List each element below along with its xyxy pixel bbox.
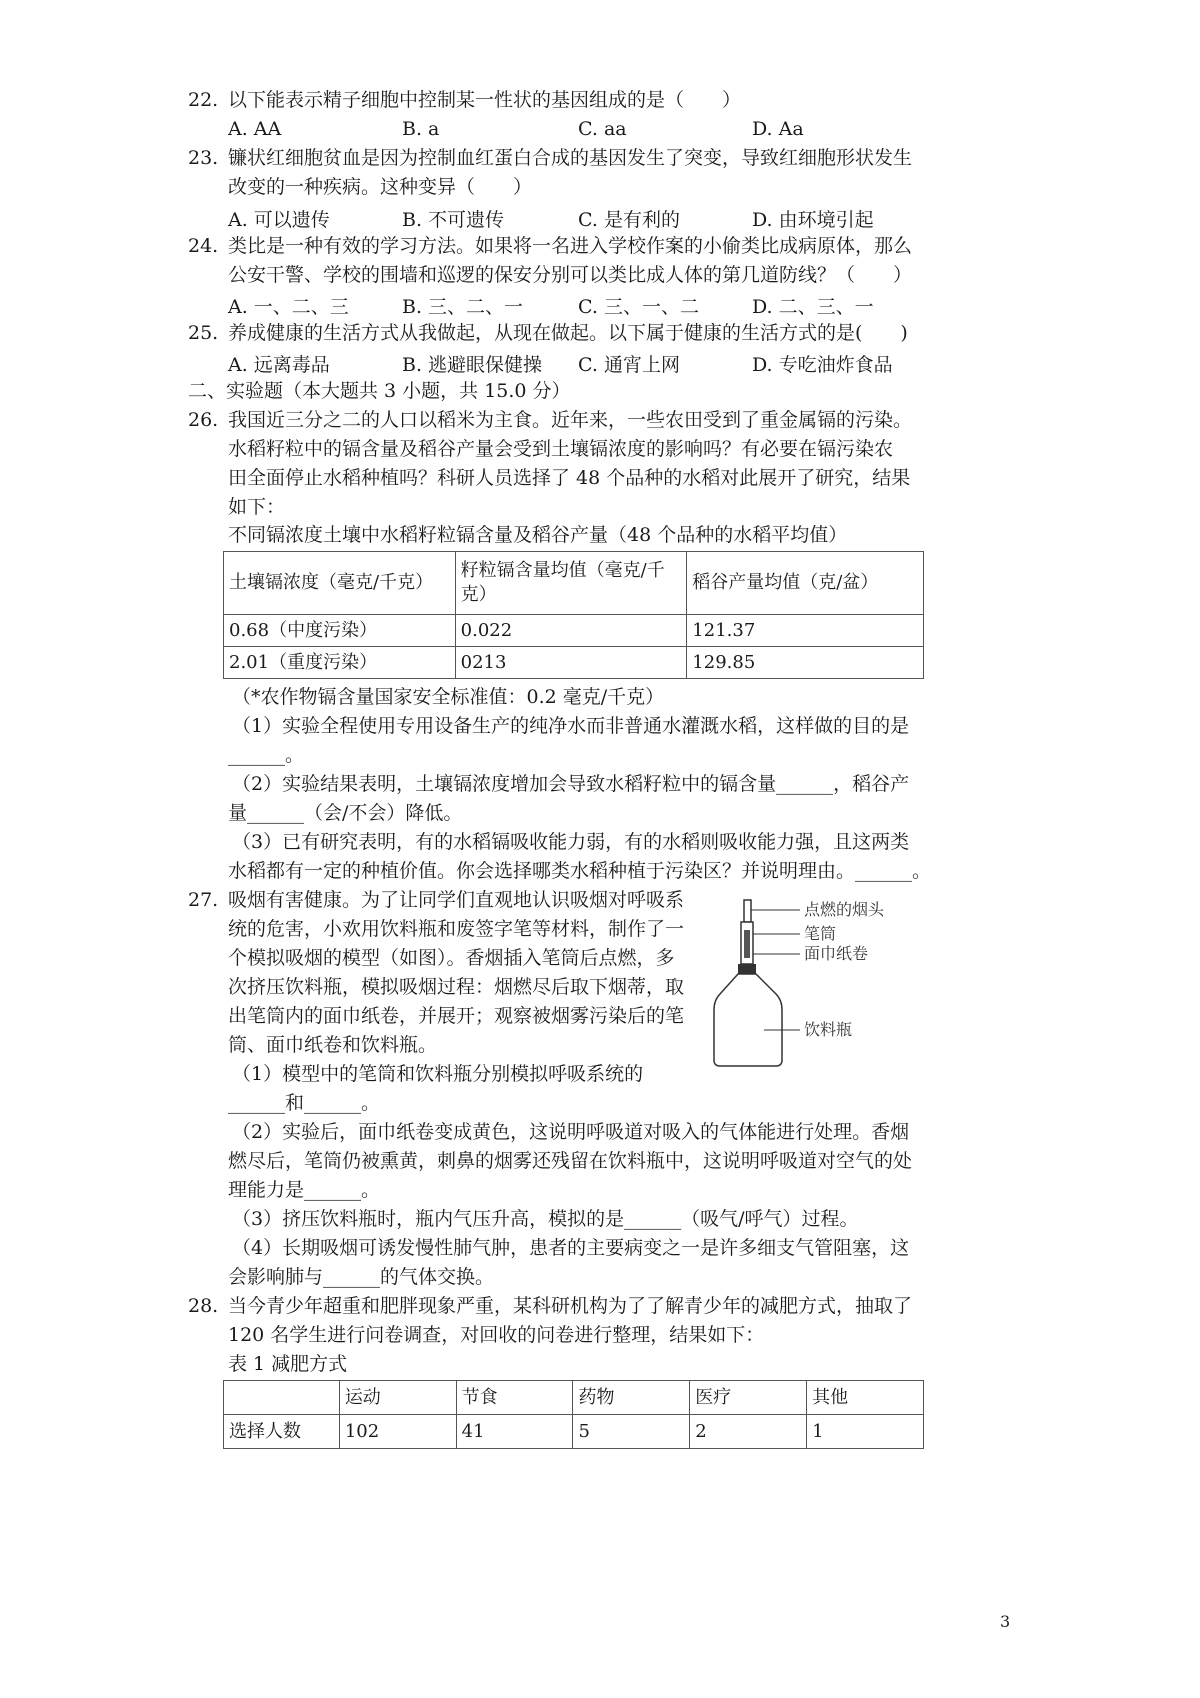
q23-stem-line1: 镰状红细胞贫血是因为控制血红蛋白合成的基因发生了突变，导致红细胞形状发生: [228, 147, 913, 169]
table-cell: 0.68（中度污染）: [224, 615, 456, 647]
q25-option-c: C. 通宵上网: [578, 354, 680, 376]
q26-intro-line2: 水稻籽粒中的镉含量及稻谷产量会受到土壤镉浓度的影响吗？有必要在镉污染农: [228, 438, 894, 460]
q26-sub2-line2: 量______（会/不会）降低。: [228, 802, 463, 824]
q27-intro-line5: 出笔筒内的面巾纸卷，并展开；观察被烟雾污染后的笔: [228, 1005, 685, 1027]
tissue-roll-shape: [744, 930, 750, 958]
q24-stem-line1: 类比是一种有效的学习方法。如果将一名进入学校作案的小偷类比成病原体，那么: [228, 235, 913, 257]
q26-sub3-line1: （3）已有研究表明，有的水稻镉吸收能力弱，有的水稻则吸收能力强，且这两类: [232, 831, 910, 853]
q27-sub4-line2: 会影响肺与______的气体交换。: [228, 1266, 495, 1288]
q24-option-c: C. 三、一、二: [578, 296, 699, 318]
header-cell: [224, 1381, 340, 1415]
q27-intro-line4: 次挤压饮料瓶，模拟吸烟过程：烟燃尽后取下烟蒂，取: [228, 976, 685, 998]
row-label-cell: 选择人数: [224, 1415, 340, 1449]
q28-table-caption: 表 1 减肥方式: [228, 1353, 348, 1375]
smoking-model-figure: [700, 890, 940, 1070]
q22-option-a: A. AA: [228, 118, 282, 140]
header-cell: 籽粒镉含量均值（毫克/千克）: [455, 552, 687, 615]
bottle-cap-shape: [738, 964, 756, 974]
header-cell: 土壤镉浓度（毫克/千克）: [224, 552, 456, 615]
q23-stem-line2: 改变的一种疾病。这种变异（ ）: [228, 176, 533, 198]
table-header-row: [224, 552, 924, 615]
table-row: [224, 615, 924, 647]
q25-option-b: B. 逃避眼保健操: [402, 354, 543, 376]
table-row: [224, 647, 924, 679]
label-lit-cigarette: 点燃的烟头: [804, 900, 885, 919]
table-cell: 2.01（重度污染）: [224, 647, 456, 679]
table-cell: 129.85: [687, 647, 924, 679]
q23-option-d: D. 由环境引起: [752, 209, 874, 231]
table-cell: 0213: [455, 647, 687, 679]
header-cell: 医疗: [690, 1381, 807, 1415]
q22-option-c: C. aa: [578, 118, 627, 140]
table-cell: 41: [456, 1415, 573, 1449]
label-tissue-roll: 面巾纸卷: [804, 944, 869, 963]
q22-stem: 以下能表示精子细胞中控制某一性状的基因组成的是（ ）: [228, 89, 742, 111]
q25-option-d: D. 专吃油炸食品: [752, 354, 893, 376]
q23-option-a: A. 可以遗传: [228, 209, 330, 231]
q24-option-b: B. 三、二、一: [402, 296, 524, 318]
table-header-row: [224, 1381, 924, 1415]
q22-option-d: D. Aa: [752, 118, 804, 140]
q23-option-b: B. 不可遗传: [402, 209, 505, 231]
bottle-shape: [714, 974, 782, 1066]
q26-sub1-line2: ______。: [228, 744, 305, 766]
q27-sub3: （3）挤压饮料瓶时，瓶内气压升高，模拟的是______（吸气/呼气）过程。: [232, 1208, 859, 1230]
q27-intro-line6: 筒、面巾纸卷和饮料瓶。: [228, 1034, 438, 1056]
q26-intro-line3: 田全面停止水稻种植吗？科研人员选择了 48 个品种的水稻对此展开了研究，结果: [228, 467, 911, 489]
q28-number: 28.: [188, 1295, 219, 1317]
q27-intro-line2: 统的危害，小欢用饮料瓶和废签字笔等材料，制作了一: [228, 918, 685, 940]
q25-option-a: A. 远离毒品: [228, 354, 330, 376]
header-cell: 运动: [339, 1381, 456, 1415]
q26-intro-line1: 我国近三分之二的人口以稻米为主食。近年来，一些农田受到了重金属镉的污染。: [228, 409, 913, 431]
q25-stem: 养成健康的生活方式从我做起，从现在做起。以下属于健康的生活方式的是( ): [228, 322, 908, 344]
q27-sub2-line1: （2）实验后，面巾纸卷变成黄色，这说明呼吸道对吸入的气体能进行处理。香烟: [232, 1121, 910, 1143]
table-cell: 102: [339, 1415, 456, 1449]
q26-number: 26.: [188, 409, 219, 431]
q26-intro-line4: 如下：: [228, 496, 286, 518]
q24-number: 24.: [188, 235, 219, 257]
q23-option-c: C. 是有利的: [578, 209, 680, 231]
table-cell: 0.022: [455, 615, 687, 647]
page-number: 3: [1000, 1612, 1011, 1631]
header-cell: 稻谷产量均值（克/盆）: [687, 552, 924, 615]
q26-sub1-line1: （1）实验全程使用专用设备生产的纯净水而非普通水灌溉水稻，这样做的目的是: [232, 715, 910, 737]
q27-intro-line1: 吸烟有害健康。为了让同学们直观地认识吸烟对呼吸系: [228, 889, 685, 911]
q23-number: 23.: [188, 147, 219, 169]
q27-intro-line3: 个模拟吸烟的模型（如图）。香烟插入笔筒后点燃，多: [228, 947, 675, 969]
q28-intro-line1: 当今青少年超重和肥胖现象严重，某科研机构为了了解青少年的减肥方式，抽取了: [228, 1295, 913, 1317]
q26-sub2-line1: （2）实验结果表明，土壤镉浓度增加会导致水稻籽粒中的镉含量______，稻谷产: [232, 773, 910, 795]
q28-intro-line2: 120 名学生进行问卷调查，对回收的问卷进行整理，结果如下：: [228, 1324, 765, 1346]
header-cell: 节食: [456, 1381, 573, 1415]
section-heading: 二、实验题（本大题共 3 小题，共 15.0 分）: [188, 380, 571, 402]
q27-sub1-line1: （1）模型中的笔筒和饮料瓶分别模拟呼吸系统的: [232, 1063, 644, 1085]
table-cell: 5: [573, 1415, 690, 1449]
q27-sub1-line2: ______和______。: [228, 1092, 381, 1114]
q27-number: 27.: [188, 889, 219, 911]
table-cell: 1: [807, 1415, 924, 1449]
q25-number: 25.: [188, 322, 219, 344]
table-row: [224, 1415, 924, 1449]
q26-table-caption: 不同镉浓度土壤中水稻籽粒镉含量及稻谷产量（48 个品种的水稻平均值）: [228, 524, 848, 546]
q27-sub2-line2: 燃尽后，笔筒仍被熏黄，刺鼻的烟雾还残留在饮料瓶中，这说明呼吸道对空气的处: [228, 1150, 913, 1172]
q24-option-d: D. 二、三、一: [752, 296, 874, 318]
q27-sub4-line1: （4）长期吸烟可诱发慢性肺气肿，患者的主要病变之一是许多细支气管阻塞，这: [232, 1237, 910, 1259]
q26-sub3-line2: 水稻都有一定的种植价值。你会选择哪类水稻种植于污染区？并说明理由。______。: [228, 860, 932, 882]
q22-number: 22.: [188, 89, 219, 111]
q24-stem-line2: 公安干警、学校的围墙和巡逻的保安分别可以类比成人体的第几道防线？（ ）: [228, 264, 913, 286]
diet-method-table: [223, 1380, 924, 1449]
cadmium-table: [223, 551, 924, 679]
header-cell: 药物: [573, 1381, 690, 1415]
header-cell: 其他: [807, 1381, 924, 1415]
q27-sub2-line3: 理能力是______。: [228, 1179, 381, 1201]
table-cell: 121.37: [687, 615, 924, 647]
q22-option-b: B. a: [402, 118, 440, 140]
table-cell: 2: [690, 1415, 807, 1449]
label-pen-tube: 笔筒: [804, 924, 837, 943]
q26-note: （*农作物镉含量国家安全标准值：0.2 毫克/千克）: [232, 686, 665, 708]
label-bottle: 饮料瓶: [804, 1020, 853, 1039]
q24-option-a: A. 一、二、三: [228, 296, 349, 318]
cigarette-shape: [744, 900, 751, 922]
